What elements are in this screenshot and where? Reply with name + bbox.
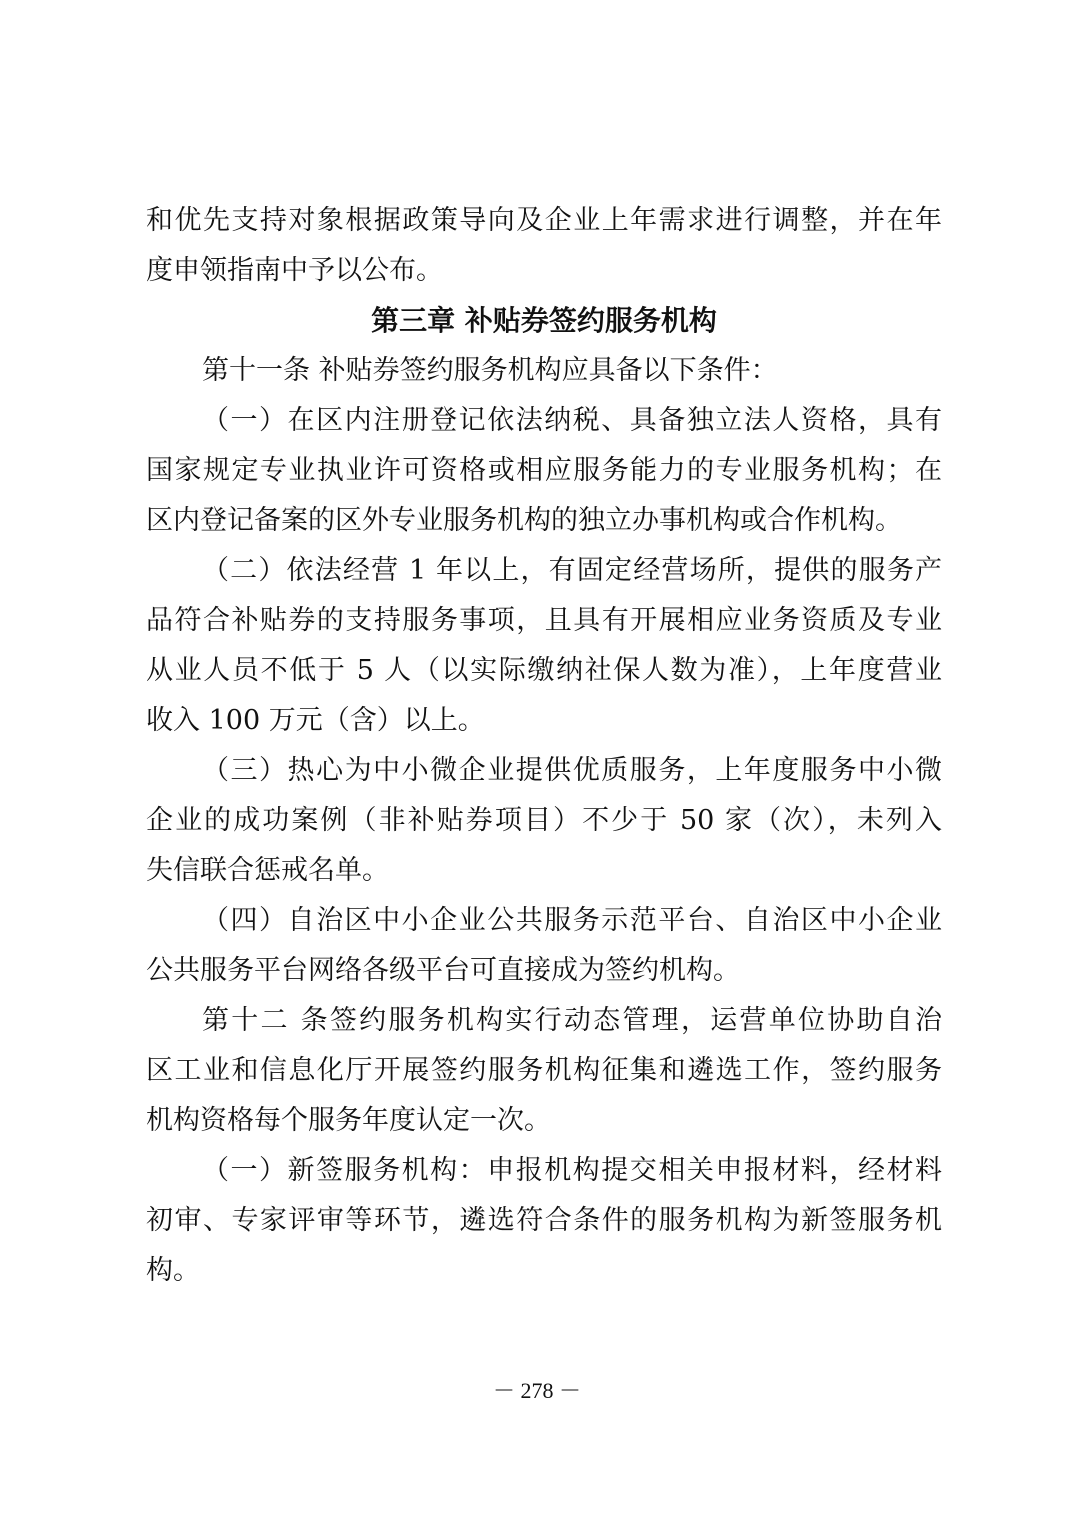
paragraph-continuation: [146, 196, 942, 296]
document-body: [146, 196, 942, 1296]
text-line: 区内登记备案的区外专业服务机构的独立办事机构或合作机构。: [146, 505, 902, 536]
article-11-item-2: [146, 546, 942, 746]
article-12: [146, 996, 942, 1146]
text-line: 机构资格每个服务年度认定一次。: [146, 1105, 551, 1136]
page-number: － 278 －: [492, 1378, 581, 1403]
text-line: 企业的成功案例（非补贴券项目）不少于 50 家（次），未列入: [146, 805, 942, 836]
text-line: 区工业和信息化厅开展签约服务机构征集和遴选工作，签约服务: [146, 1055, 942, 1086]
text-line: 第十二 条签约服务机构实行动态管理，运营单位协助自治: [202, 1005, 942, 1036]
text-line: 度申领指南中予以公布。: [146, 255, 443, 286]
article-11-item-3: [146, 746, 942, 896]
text-line: 初审、专家评审等环节，遴选符合条件的服务机构为新签服务机: [146, 1205, 942, 1236]
article-11-item-1: [146, 396, 942, 546]
article-11-item-4: [146, 896, 942, 996]
text-line: 收入 100 万元（含）以上。: [146, 705, 485, 736]
text-line: 公共服务平台网络各级平台可直接成为签约机构。: [146, 955, 740, 986]
text-line: （一）新签服务机构：申报机构提交相关申报材料，经材料: [202, 1155, 942, 1186]
text-line: 和优先支持对象根据政策导向及企业上年需求进行调整，并在年: [146, 205, 942, 236]
article-11: [146, 346, 942, 396]
article-12-item-1: [146, 1146, 942, 1296]
text-line: （四）自治区中小企业公共服务示范平台、自治区中小企业: [202, 905, 942, 936]
chapter-title: 第三章 补贴券签约服务机构: [371, 304, 717, 337]
text-line: 第十一条 补贴券签约服务机构应具备以下条件：: [202, 355, 778, 386]
text-line: 失信联合惩戒名单。: [146, 855, 389, 886]
text-line: （三）热心为中小微企业提供优质服务，上年度服务中小微: [202, 755, 942, 786]
text-line: 构。: [146, 1255, 200, 1286]
text-line: 国家规定专业执业许可资格或相应服务能力的专业服务机构；在: [146, 455, 942, 486]
text-line: （一）在区内注册登记依法纳税、具备独立法人资格，具有: [202, 405, 942, 436]
text-line: （二）依法经营 1 年以上，有固定经营场所，提供的服务产: [202, 555, 942, 586]
text-line: 从业人员不低于 5 人（以实际缴纳社保人数为准），上年度营业: [146, 655, 942, 686]
text-line: 品符合补贴券的支持服务事项，且具有开展相应业务资质及专业: [146, 605, 942, 636]
